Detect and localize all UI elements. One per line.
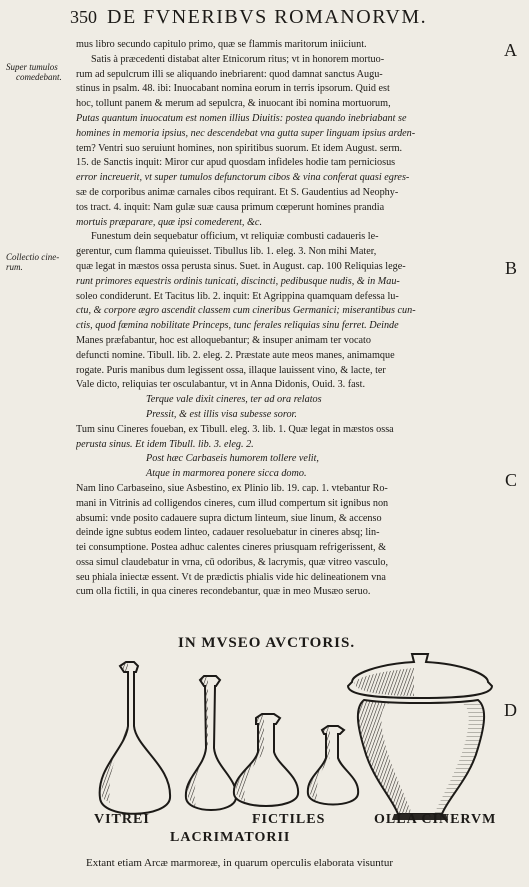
verse-line: Terque vale dixit cineres, ter ad ora relatos [146,394,322,406]
text-line: tei consumptione. Postea adhuc calentes cineres priusquam refrigerissent, & [76,542,387,554]
caption-olla-cinerum: OLLA CINERVM [374,812,497,827]
verse-line: Post hæc Carbaseis humorem tollere velit, [146,453,319,465]
text-line: perusta sinus. Et idem Tibull. lib. 3. eleg. 2. [76,438,254,450]
text-line: stinus in psalm. 48. ibi: Inuocabant nomina eorum in terris ipsorum. Quid est [76,83,390,95]
cinerary-urn [348,654,492,820]
text-line: defuncti nomine. Tibull. lib. 2. eleg. 2. Præstate aute meos manes, animamque [76,349,395,361]
text-line: tos tract. 4. inquit: Nam gulæ suæ causa primum cœperunt homines prandia [76,201,385,213]
text-line: cum olla fictili, in qua cineres recondebantur, quæ in meo Musæo seruo. [76,586,371,598]
medium-clay-flask [308,726,358,805]
vessels-engraving [92,648,512,824]
text-line: absumi: vnde posito cadauere supra dictum linteum, siue linum, & accenso [76,512,382,524]
text-line: sæ de corporibus animæ carnales cibos requirant. Et S. Gaudentius ad Neophy- [76,186,399,198]
text-line: rum ad sepulcrum illi se aliquando inebriarent: quod damnat sanctus Augu- [76,68,383,80]
text-line: tem? Ventri suo seruiunt homines, non spiritibus suorum. Et idem August. serm. [76,142,403,154]
page-header [70,6,470,30]
running-title: DE FVNERIBVS ROMANORVM. [107,6,428,28]
text-line: deinde igne subtus eodem linteo, cadauer resoluebatur in cineres absq; lin- [76,527,380,539]
text-line: mortuis præparare, quæ ipsi comederent, &c. [76,216,263,228]
section-letter-c: C [504,470,517,490]
text-line: Putas quantum inuocatum est nomen illius Diuitis: postea quando inebriabant se [76,112,407,124]
text-line: homines in memoria ipsius, nec descendebat vna gutta super linguam ipsius arden- [76,127,416,139]
margin-note-1: Super tumulos comedebant. [6,62,62,82]
page-number: 350 [70,7,97,27]
caption-lacrimatorii: LACRIMATORII [170,830,291,845]
text-line: soleo condiderunt. Et Tacitus lib. 2. inquit: Et Agrippina quamquam defessa lu- [76,290,399,302]
text-line: ossa simul claudebatur in vrna, cū odoribus, & lacrymis, quæ vitreo vasculo, [76,556,389,568]
body-text [76,38,512,600]
slender-glass-vial [186,676,236,810]
verse-line: Pressit, & est illis visa subesse soror. [146,408,297,420]
text-line: rogate. Puris manibus dum legissent ossa, illaque lauissent vino, & lacte, ter [76,364,386,376]
text-line: quæ legat in mæstos ossa perusta sinus. Suet. in August. cap. 100 Reliquias lege- [76,260,406,272]
text-line: Satis à præcedenti distabat alter Etnicorum ritus; vt in honorem mortuo- [91,53,385,65]
text-line: Nam lino Carbaseino, siue Asbestino, ex Plinio lib. 19. cap. 1. vtebantur Ro- [76,482,388,494]
text-line: runt primores equestris ordinis tunicati, discincti, pedibusque nudis, & in Mau- [76,275,400,287]
continuation-line: Extant etiam Arcæ marmoreæ, in quarum operculis elaborata visuntur [86,857,393,869]
text-line: ctu, & corpore ægro ascendit classem cum cineribus Germanici; miserantibus cun- [76,305,416,317]
text-line: Vale dicto, reliquias ter osculabantur, vt in Anna Didonis, Ouid. 3. fast. [76,379,366,391]
margin-note-2: Collectio cine- rum. [6,252,60,272]
text-line: Tum sinu Cineres foueban, ex Tibull. eleg. 3. lib. 1. Quæ legat in mæstos ossa [76,423,394,435]
text-line: mus libro secundo capitulo primo, quæ se flammis maritorum iniiciunt. [76,39,367,50]
illustration-heading: IN MVSEO AVCTORIS. [178,635,356,651]
text-line: Funestum dein sequebatur officium, vt reliquiæ combusti cadaueris le- [91,231,379,243]
small-clay-flask [234,714,298,806]
text-line: hoc, tollunt panem & merum ad sepulcra, & inuocant ibi nomina mortuorum, [76,98,391,110]
section-letter-a: A [504,40,517,60]
caption-vitrei: VITREI [94,812,150,827]
text-line: ctis, quod fœmina nobilitate Princeps, tunc ferales reliquias sinu ferret. Deinde [76,320,399,332]
text-line: Manes præfabantur, hoc est alloquebantur; & insuper animam ter vocato [76,334,371,346]
text-line: gerentur, cum flamma quieuisset. Tibullus lib. 1. eleg. 3. Non mihi Mater, [76,246,377,258]
verse-line: Atque in marmorea ponere sicca domo. [146,468,307,480]
caption-fictiles: FICTILES [252,812,326,827]
text-line: error increuerit, vt super tumulos defunctorum cibos & vina conferat quasi egres- [76,172,410,184]
section-letter-d: D [504,700,517,720]
text-line: seu phiala iniectæ essent. Vt de prædictis phialis vide hic delineationem vna [76,571,386,583]
text-line: mani in Vitrinis ad colligendos cineres, cum illud compertum sit ignibus non [76,497,389,509]
section-letter-b: B [504,258,517,278]
text-line: 15. de Sanctis inquit: Miror cur apud quosdam infideles hodie tam perniciosus [76,157,396,169]
tall-glass-flask [100,662,170,814]
